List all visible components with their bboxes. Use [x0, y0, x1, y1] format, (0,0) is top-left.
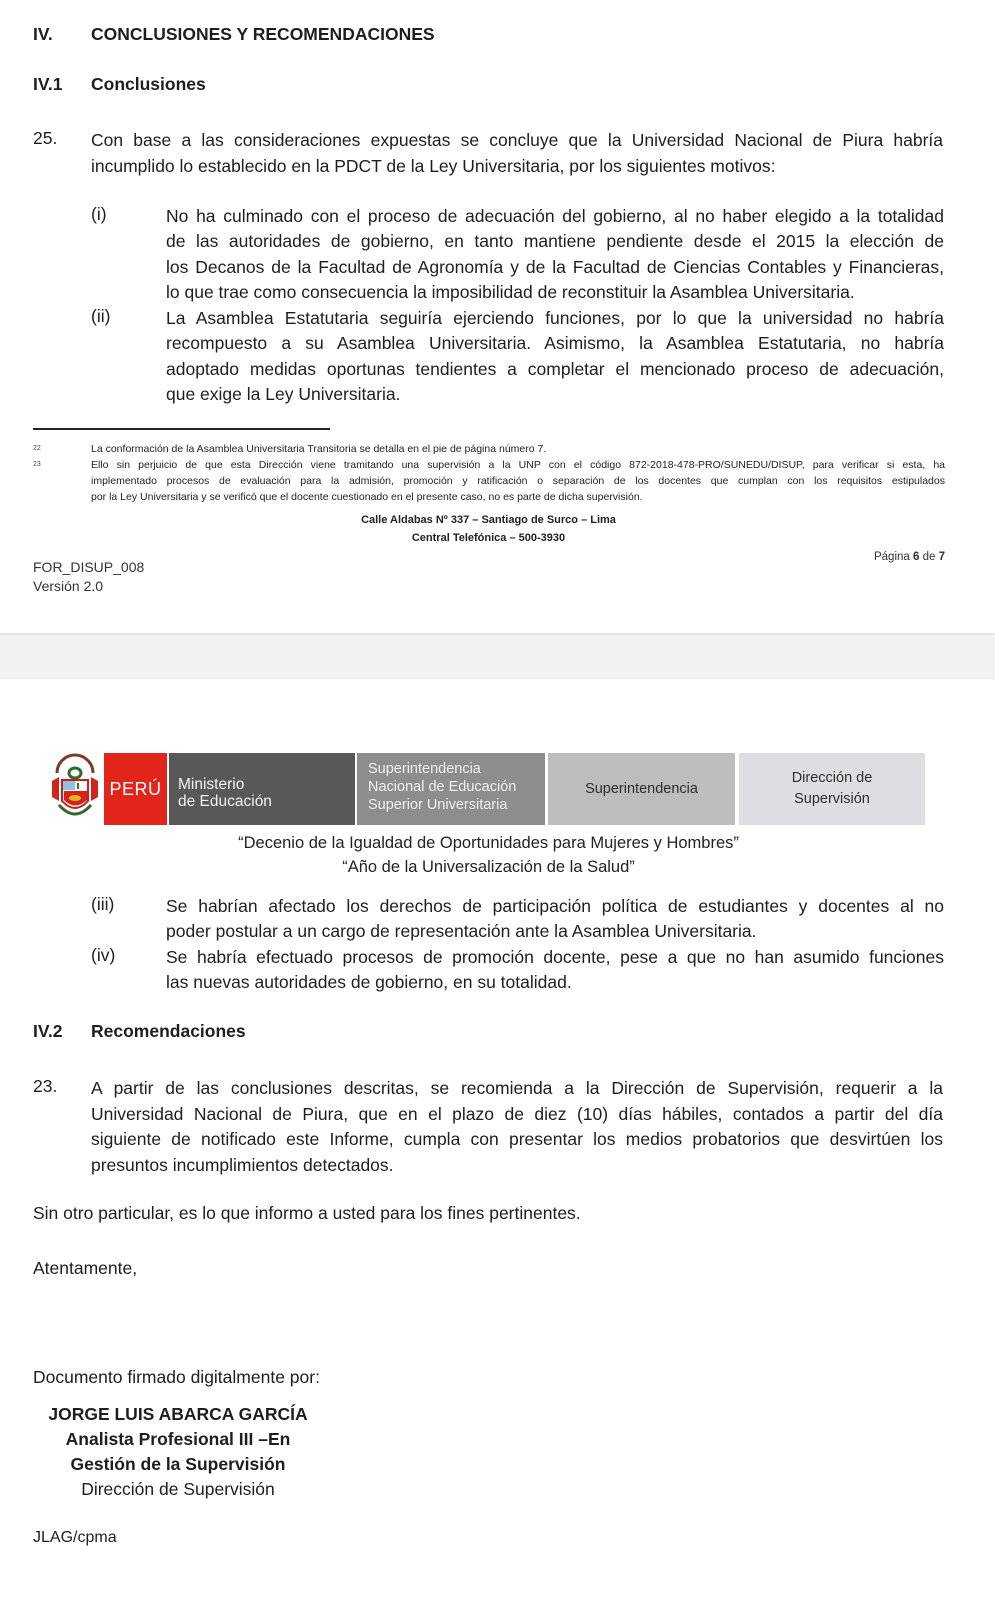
paragraph-number: 23.	[33, 1076, 58, 1096]
text-line: los Decanos de la Facultad de Agronomía y de la Facultad de Ciencias Contables y Financieras,	[166, 256, 944, 277]
section-heading	[33, 24, 435, 45]
signature-block	[33, 1402, 323, 1502]
sunedu-line: Nacional de Educación	[368, 779, 517, 795]
text-line: Se habrían afectado los derechos de participación política de estudiantes y docentes al no	[166, 896, 944, 916]
text-line: A partir de las conclusiones descritas, se recomienda a la Dirección de Supervisión, requerir a la	[91, 1078, 943, 1098]
footnote-number: 22	[33, 445, 41, 452]
text-line: Ello sin perjuicio de que esta Dirección viene tramitando una supervisión a la UNP con el código 872-2018-478-PRO/SUNEDU/DISUP, para verificar si esta, ha	[91, 459, 945, 471]
ministerio-de-educacion	[169, 753, 355, 825]
text-line: Con base a las consideraciones expuestas se concluye que la Universidad Nacional de Piura habría	[91, 130, 943, 150]
text-line: No ha culminado con el proceso de adecuación del gobierno, al no haber elegido a la totalidad	[166, 206, 944, 226]
footnote-number: 23	[33, 461, 41, 468]
text-line: de las autoridades de gobierno, en tanto mantiene pendiente desde el 2015 la elección de	[166, 231, 944, 252]
peru-brand: PERÚ	[104, 753, 167, 825]
text-line: incumplido lo establecido en la PDCT de la Ley Universitaria, por los siguientes motivos:	[91, 155, 776, 176]
page-current: 6	[913, 551, 920, 563]
signer-title: Gestión de la Supervisión	[70, 1454, 286, 1474]
subsection-heading-conclusiones	[33, 74, 206, 95]
text-line: implementado procesos de evaluación para la admisión, promoción y ratificación o separación de los docentes que cumplan con los requisitos estipulados	[91, 475, 945, 487]
superintendencia-box: Superintendencia	[548, 753, 735, 825]
footnote-text	[91, 457, 945, 505]
subsection-title: Conclusiones	[91, 74, 206, 94]
closing-sentence: Sin otro particular, es lo que informo a usted para los fines pertinentes.	[33, 1203, 581, 1223]
salutation: Atentamente,	[33, 1258, 138, 1278]
signature-intro: Documento firmado digitalmente por:	[33, 1367, 320, 1387]
text-line: Universidad Nacional de Piura, que en el plazo de diez (10) días hábiles, contados a partir del día	[91, 1103, 943, 1124]
item-text	[166, 204, 944, 305]
direccion-supervision-box	[739, 753, 925, 825]
paragraph-text	[91, 128, 943, 179]
text-line: las nuevas autoridades de gobierno, en su totalidad.	[166, 972, 572, 993]
subsection-number: IV.2	[33, 1021, 63, 1041]
direccion-line: Supervisión	[794, 791, 870, 807]
subsection-heading-recomendaciones	[33, 1021, 246, 1042]
direccion-line: Dirección de	[791, 770, 873, 786]
paragraph-text	[91, 1076, 943, 1178]
motto-anio: “Año de la Universalización de la Salud”	[342, 858, 635, 876]
page-number	[874, 551, 945, 563]
document-initials: JLAG/cpma	[33, 1529, 117, 1546]
item-label: (iii)	[91, 894, 115, 914]
section-title: CONCLUSIONES Y RECOMENDACIONES	[91, 24, 435, 44]
text-line: La Asamblea Estatutaria seguiría ejerciendo funciones, por lo que la universidad no habría	[166, 308, 944, 328]
item-text	[166, 945, 944, 996]
text-line: poder postular a un cargo de representación ante la Asamblea Universitaria.	[166, 921, 757, 942]
text-line: recompuesto a su Asamblea Universitaria. Asimismo, la Asamblea Estatutaria, no habría	[166, 333, 944, 354]
text-line: que exige la Ley Universitaria.	[166, 383, 401, 404]
text-line: por la Ley Universitaria y se verificó que el docente cuestionado en el presente caso, no es parte de dicha supervisión.	[91, 491, 643, 503]
text-line: adoptado medidas oportunas tendientes a completar el mencionado proceso de adecuación,	[166, 358, 944, 379]
form-version: Versión 2.0	[33, 578, 104, 594]
section-number: IV.	[33, 24, 53, 44]
subsection-title: Recomendaciones	[91, 1021, 246, 1041]
item-label: (i)	[91, 204, 107, 224]
form-info	[33, 558, 144, 596]
page-prefix: Página	[873, 551, 913, 563]
ministry-line: de Educación	[178, 793, 272, 810]
footnote-separator	[33, 428, 330, 430]
text-line: presuntos incumplimientos detectados.	[91, 1154, 394, 1175]
item-label: (ii)	[91, 306, 111, 326]
text-line: Se habría efectuado procesos de promoción docente, pese a que no han asumido funciones	[166, 947, 944, 967]
form-code: FOR_DISUP_008	[33, 559, 145, 575]
text-line: lo que trae como consecuencia la imposibilidad de reconstituir la Asamblea Universitaria.	[166, 281, 855, 302]
text-line: siguiente de notificado este Informe, cumpla con presentar los medios probatorios que desvirtúen los	[91, 1129, 943, 1149]
page-of: de	[919, 551, 939, 563]
sunedu-line: Superior Universitaria	[368, 797, 508, 813]
signer-name: JORGE LUIS ABARCA GARCÍA	[48, 1404, 308, 1424]
paragraph-number: 25.	[33, 128, 58, 148]
item-text	[166, 894, 944, 945]
signer-office: Dirección de Supervisión	[81, 1479, 275, 1499]
footer-address: Calle Aldabas Nº 337 – Santiago de Surco – Lima	[361, 514, 616, 526]
sunedu-line: Superintendencia	[368, 761, 481, 777]
footnote-text: La conformación de la Asamblea Universitaria Transitoria se detalla en el pie de página número 7.	[91, 443, 547, 455]
subsection-number: IV.1	[33, 74, 63, 94]
peru-coat-of-arms-icon	[47, 753, 104, 825]
page-separator	[0, 633, 995, 679]
page-total: 7	[938, 551, 945, 563]
sunedu-name	[357, 753, 545, 825]
item-label: (iv)	[91, 945, 116, 965]
institutional-header	[47, 753, 925, 825]
motto-decenio: “Decenio de la Igualdad de Oportunidades para Mujeres y Hombres”	[238, 834, 739, 852]
item-text	[166, 306, 944, 407]
signer-title: Analista Profesional III –En	[65, 1429, 291, 1449]
footer-phone: Central Telefónica – 500-3930	[411, 532, 566, 544]
ministry-line: Ministerio	[178, 776, 245, 793]
